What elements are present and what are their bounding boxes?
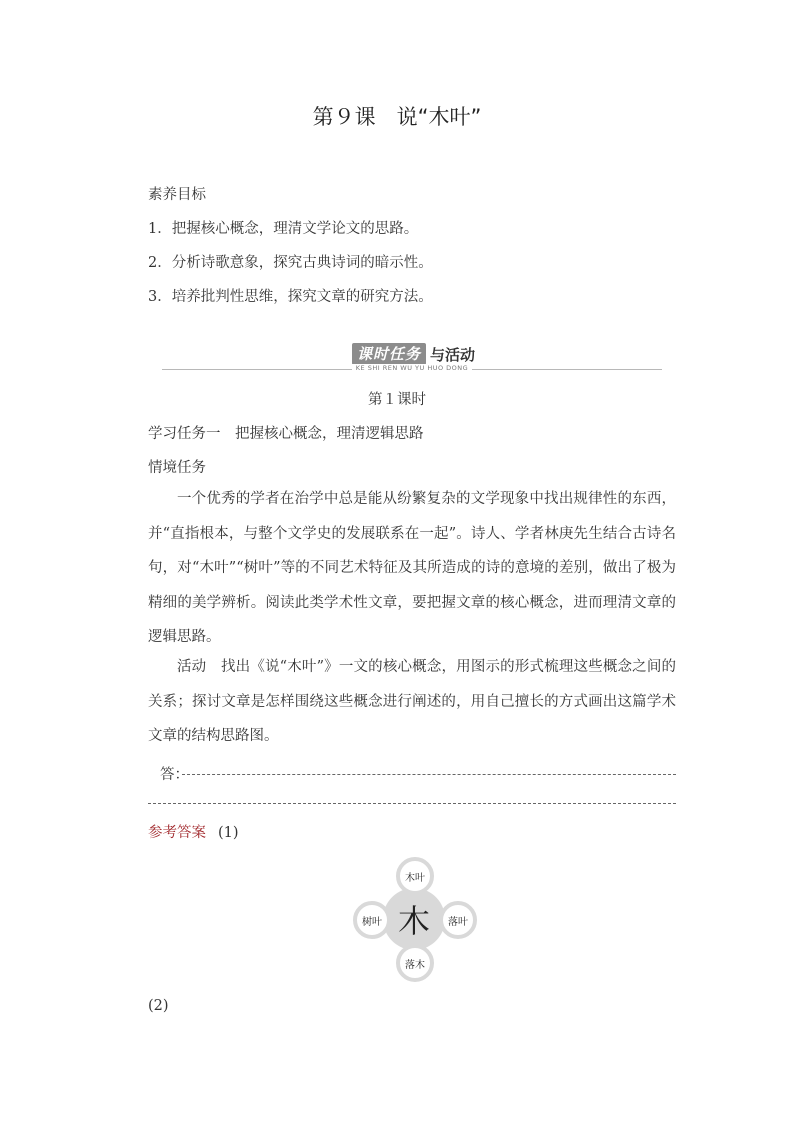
situation-paragraph: 一个优秀的学者在治学中总是能从纷繁复杂的文学现象中找出规律性的东西，并“直指根本，与整个文学史的发展联系在一起”。诗人、学者林庚先生结合古诗名句，对“木叶”“树叶”等的不同艺术特征及其所造成的诗的意境的差别，做出了极为精细的美学辨析。阅读此类学术性文章，要把握文章的核心概念，进而理清文章的逻辑思路。 (148, 491, 676, 645)
task-title: 学习任务一 把握核心概念，理清逻辑思路 (148, 426, 424, 442)
situation-label: 情境任务 (148, 460, 206, 476)
answer-label: 答： (160, 767, 189, 783)
goals-heading: 素养目标 (148, 187, 206, 203)
activity-paragraph: 活动 找出《说“木叶”》一文的核心概念，用图示的形式梳理这些概念之间的关系；探讨文章是怎样围绕这些概念进行阐述的，用自己擅长的方式画出这篇学术文章的结构思路图。 (148, 659, 676, 744)
reference-answer (148, 821, 239, 842)
answer-line (182, 774, 676, 775)
answer-line (148, 803, 676, 804)
diagram-node-bottom: 落木 (396, 944, 434, 982)
reference-part2: (2) (148, 998, 169, 1014)
answer-row (160, 763, 676, 783)
goal-item: 2．分析诗歌意象，探究古典诗词的暗示性。 (148, 255, 433, 271)
goal-item: 3．培养批判性思维，探究文章的研究方法。 (148, 289, 433, 305)
reference-label: 参考答案 (148, 825, 206, 841)
banner-pinyin: KE SHI REN WU YU HUO DONG (352, 364, 472, 372)
goal-item: 1．把握核心概念，理清文学论文的思路。 (148, 221, 419, 237)
banner-tail: 与活动 (430, 345, 476, 364)
concept-diagram (350, 855, 476, 981)
banner-tag: 课时任务 (352, 343, 426, 365)
diagram-node-top: 木叶 (396, 857, 434, 895)
diagram-node-right: 落叶 (439, 901, 477, 939)
diagram-node-left: 树叶 (353, 901, 391, 939)
lesson-time: 第１课时 (368, 392, 426, 408)
page-title: 第９课 说“木叶” (312, 105, 482, 129)
section-banner (162, 343, 662, 375)
reference-part1: (1) (218, 825, 239, 841)
diagram-center: 木 (383, 888, 445, 950)
